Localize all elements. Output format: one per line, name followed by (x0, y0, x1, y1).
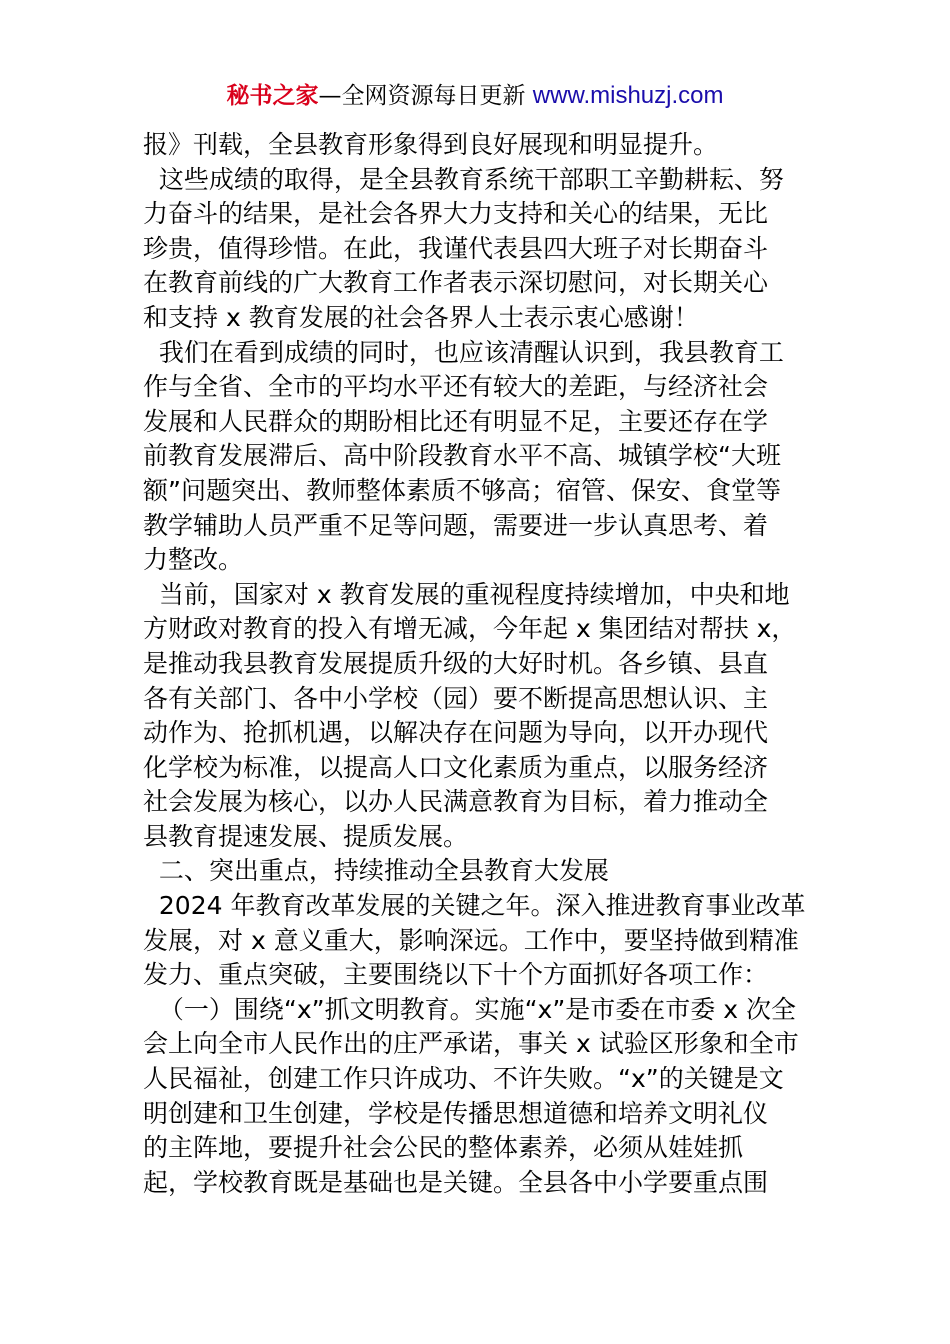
text-line: 教学辅助人员严重不足等问题，需要进一步认真思考、着 (143, 510, 769, 540)
site-tagline: —全网资源每日更新 (318, 83, 533, 109)
site-brand: 秘书之家 (226, 83, 319, 109)
site-url[interactable]: www.mishuzj.com (532, 82, 724, 109)
text-line: 化学校为标准，以提高人口文化素质为重点，以服务经济 (143, 752, 769, 782)
text-line: 发展和人民群众的期盼相比还有明显不足，主要还存在学 (143, 406, 769, 436)
text-line: 2024 年教育改革发展的关键之年。深入推进教育事业改革 (143, 891, 806, 921)
text-line: 力奋斗的结果，是社会各界大力支持和关心的结果，无比 (143, 199, 769, 229)
text-line: 人民福祉，创建工作只许成功、不许失败。“x”的关键是文 (143, 1064, 784, 1094)
text-line: 作与全省、全市的平均水平还有较大的差距，与经济社会 (143, 372, 769, 402)
document-body (143, 128, 813, 1200)
text-line: 发力、重点突破，主要围绕以下十个方面抓好各项工作： (143, 960, 769, 990)
text-line: 是推动我县教育发展提质升级的大好时机。各乡镇、县直 (143, 648, 769, 678)
text-line: 二、突出重点，持续推动全县教育大发展 (143, 856, 609, 886)
text-line: 动作为、抢抓机遇，以解决存在问题为导向，以开办现代 (143, 718, 769, 748)
text-line: 社会发展为核心，以办人民满意教育为目标，着力推动全 (143, 787, 769, 817)
text-line: 在教育前线的广大教育工作者表示深切慰问，对长期关心 (143, 268, 769, 298)
text-line: 发展，对 x 意义重大，影响深远。工作中，要坚持做到精准 (143, 925, 799, 955)
text-line: 各有关部门、各中小学校（园）要不断提高思想认识、主 (143, 683, 769, 713)
text-line: 当前，国家对 x 教育发展的重视程度持续增加，中央和地 (143, 579, 790, 609)
text-line: 县教育提速发展、提质发展。 (143, 821, 469, 851)
text-line: 前教育发展滞后、高中阶段教育水平不高、城镇学校“大班 (143, 441, 781, 471)
text-line: 额”问题突出、教师整体素质不够高；宿管、保安、食堂等 (143, 475, 781, 505)
text-line: 方财政对教育的投入有增无减，今年起 x 集团结对帮扶 x， (143, 614, 797, 644)
text-line: 会上向全市人民作出的庄严承诺，事关 x 试验区形象和全市 (143, 1029, 799, 1059)
text-line: 的主阵地，要提升社会公民的整体素养，必须从娃娃抓 (143, 1133, 744, 1163)
text-line: 和支持 x 教育发展的社会各界人士表示衷心感谢！ (143, 302, 699, 332)
text-line: 起，学校教育既是基础也是关键。全县各中小学要重点围 (143, 1167, 769, 1197)
text-line: 珍贵，值得珍惜。在此，我谨代表县四大班子对长期奋斗 (143, 233, 769, 263)
text-line: 明创建和卫生创建，学校是传播思想道德和培养文明礼仪 (143, 1098, 769, 1128)
text-line: 力整改。 (143, 545, 244, 575)
text-line: （一）围绕“x”抓文明教育。实施“x”是市委在市委 x 次全 (143, 994, 796, 1024)
text-line: 我们在看到成绩的同时，也应该清醒认识到，我县教育工 (143, 337, 784, 367)
text-line: 报》刊载，全县教育形象得到良好展现和明显提升。 (143, 130, 719, 159)
text-line: 这些成绩的取得，是全县教育系统干部职工辛勤耕耘、努 (143, 164, 784, 194)
site-header (0, 80, 950, 112)
